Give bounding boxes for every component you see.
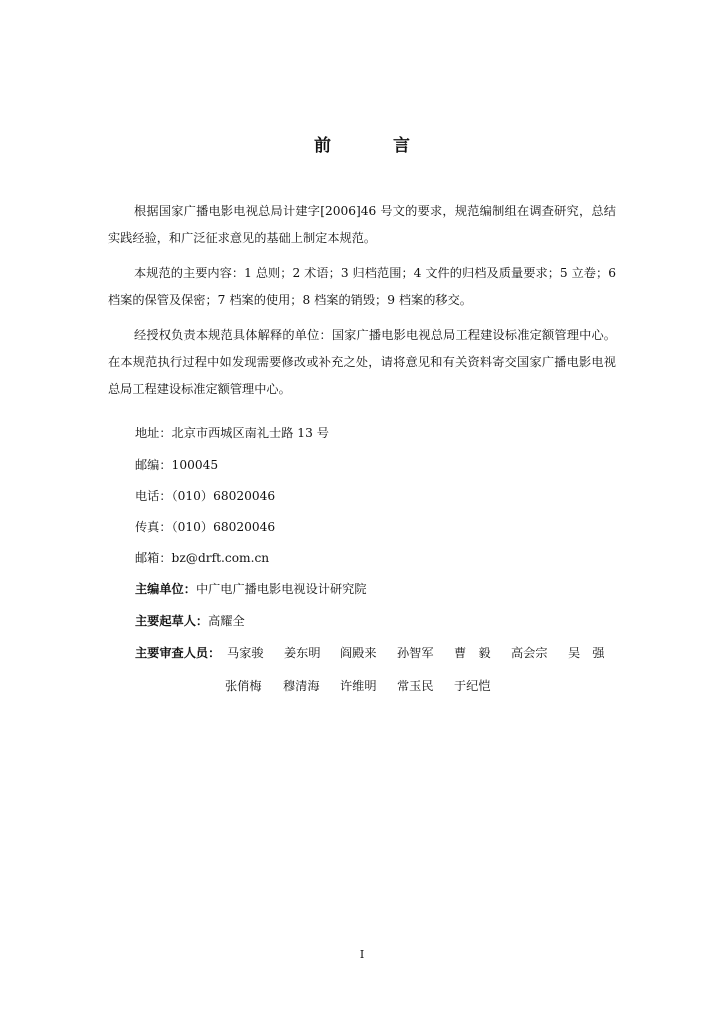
contact-address: 地址：北京市西城区南礼士路 13 号	[135, 426, 329, 440]
contact-phone: 电话：（010）68020046	[135, 489, 276, 503]
paragraph-contents: 本规范的主要内容：1 总则；2 术语；3 归档范围；4 文件的归档及质量要求；5 立卷；6 档案的保管及保密；7 档案的使用；8 档案的销毁；9 档案的移交。	[108, 266, 616, 307]
page-title: 前 言	[314, 136, 438, 156]
reviewer-name: 高会宗	[511, 646, 548, 660]
paragraph-basis: 根据国家广播电影电视总局计建字[2006]46 号文的要求，规范编制组在调查研究，总结实践经验，和广泛征求意见的基础上制定本规范。	[108, 204, 616, 245]
reviewer-name: 穆清海	[283, 679, 320, 693]
editor-value: 中广电广播电影电视设计研究院	[195, 582, 367, 596]
paragraph-interpretation: 经授权负责本规范具体解释的单位：国家广播电影电视总局工程建设标准定额管理中心。在本规范执行过程中如发现需要修改或补充之处，请将意见和有关资料寄交国家广播电影电视总局工程建设标准定额管理中心。	[108, 328, 616, 396]
reviewer-name: 常玉民	[397, 679, 434, 693]
reviewers-label: 主要审查人员：	[135, 646, 221, 660]
editor-line	[135, 581, 367, 597]
reviewer-name: 曹 毅	[454, 646, 491, 660]
reviewer-name: 马家骏	[227, 646, 264, 660]
drafter-label: 主要起草人：	[135, 614, 209, 628]
reviewer-name: 姜东明	[284, 646, 321, 660]
reviewer-name: 孙智军	[397, 646, 434, 660]
reviewer-name: 阎殿来	[340, 646, 377, 660]
reviewer-name: 许维明	[340, 679, 377, 693]
reviewer-name: 于纪恺	[454, 679, 491, 693]
contact-email: 邮箱：bz@drft.com.cn	[135, 551, 270, 565]
page-number: I	[359, 948, 365, 961]
editor-label: 主编单位：	[135, 582, 196, 596]
reviewer-name: 张俏梅	[225, 679, 262, 693]
drafter-line	[135, 613, 245, 629]
contact-postcode: 邮编：100045	[135, 458, 219, 472]
drafter-value: 高耀全	[208, 614, 245, 628]
reviewer-name: 吴 强	[568, 646, 605, 660]
contact-fax: 传真：（010）68020046	[135, 520, 276, 534]
